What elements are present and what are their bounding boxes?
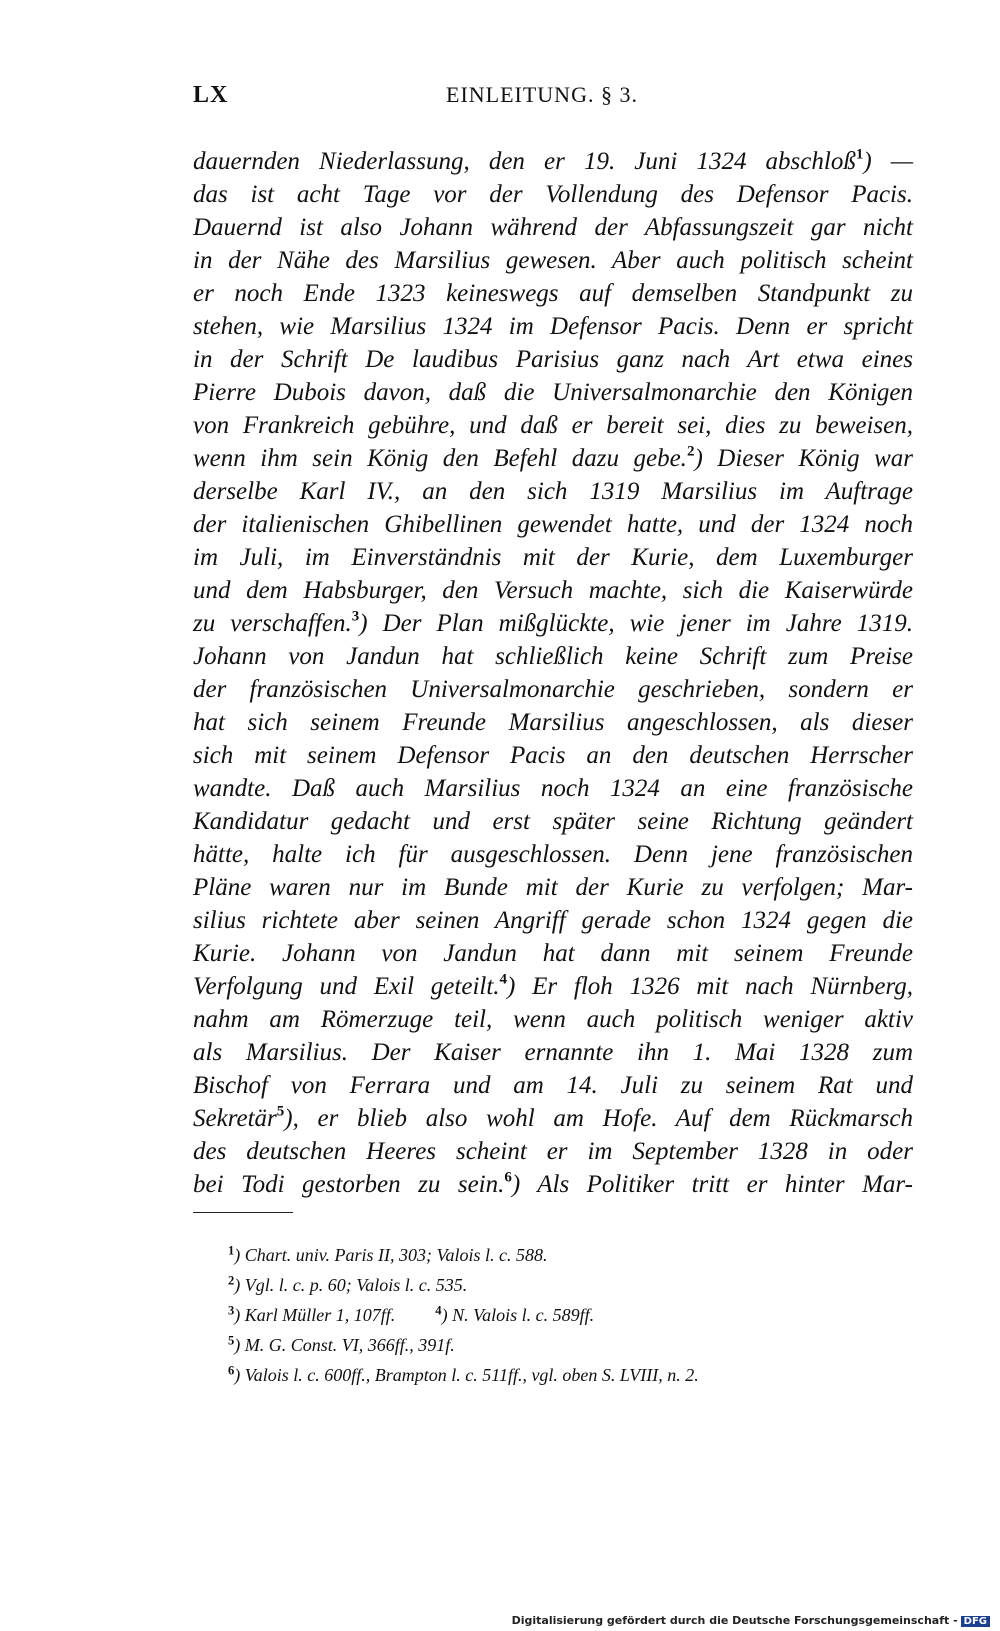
text-line-continuation: ) Als Politiker tritt er hinter Mar-: [511, 1171, 913, 1198]
text-line: [193, 1003, 913, 1036]
text-line-content: der italienischen Ghibellinen gewendet hatte, und der 1324 noch: [193, 511, 913, 538]
text-line: [193, 838, 913, 871]
text-line-content: wenn ihm sein König den Befehl dazu gebe.: [193, 445, 687, 472]
text-line-continuation: ) Der Plan mißglückte, wie jener im Jahre 1319.: [359, 610, 913, 637]
text-line-content: bei Todi gestorben zu sein.: [193, 1171, 505, 1198]
text-line-content: Kurie. Johann von Jandun hat dann mit seinem Freunde: [193, 940, 913, 967]
footnote: [228, 1360, 918, 1390]
text-line-content: der französischen Universalmonarchie geschrieben, sondern er: [193, 676, 913, 703]
footnote-text: ) Chart. univ. Paris II, 303; Valois l. c. 588.: [234, 1245, 548, 1265]
text-line: [193, 1102, 913, 1135]
text-line: [193, 475, 913, 508]
text-line-content: zu verschaffen.: [193, 610, 352, 637]
text-line-content: Sekretär: [193, 1105, 277, 1132]
text-line: [193, 970, 913, 1003]
footnotes: [228, 1240, 918, 1390]
footnote-ref: 1: [855, 146, 864, 163]
text-line-content: dauernden Niederlassung, den er 19. Juni 1324 abschloß: [193, 148, 856, 175]
text-line: [193, 673, 913, 706]
text-line: [193, 772, 913, 805]
text-line-content: silius richtete aber seinen Angriff gerade schon 1324 gegen die: [193, 907, 913, 934]
text-line-content: in der Nähe des Marsilius gewesen. Aber auch politisch scheint: [193, 247, 913, 274]
text-line: [193, 1135, 913, 1168]
text-line: [193, 1168, 913, 1201]
text-line-content: und dem Habsburger, den Versuch machte, sich die Kaiserwürde: [193, 577, 913, 604]
text-line-content: das ist acht Tage vor der Vollendung des Defensor Pacis.: [193, 181, 913, 208]
text-line: [193, 508, 913, 541]
body-text: [193, 145, 913, 1201]
text-line-content: des deutschen Heeres scheint er im September 1328 in oder: [193, 1138, 913, 1165]
text-line-content: hätte, halte ich für ausgeschlossen. Denn jene französischen: [193, 841, 913, 868]
text-line-content: sich mit seinem Defensor Pacis an den deutschen Herrscher: [193, 742, 913, 769]
text-line: [193, 442, 913, 475]
dfg-credit-text: Digitalisierung gefördert durch die Deutsche Forschungsgemeinschaft -: [511, 1614, 958, 1627]
text-line: [193, 871, 913, 904]
footnote-ref: 6: [504, 1169, 512, 1186]
footnote-ref: 2: [686, 443, 695, 460]
text-line-content: als Marsilius. Der Kaiser ernannte ihn 1. Mai 1328 zum: [193, 1039, 913, 1066]
text-line: [193, 904, 913, 937]
text-line-content: er noch Ende 1323 keineswegs auf demselben Standpunkt zu: [193, 280, 913, 307]
footnote-text: ) Vgl. l. c. p. 60; Valois l. c. 535.: [234, 1275, 468, 1295]
page-number: LX: [193, 82, 229, 108]
text-line: [193, 1036, 913, 1069]
text-line-content: Verfolgung und Exil geteilt.: [193, 973, 500, 1000]
text-line: [193, 541, 913, 574]
text-line: [193, 805, 913, 838]
footnote-mark: 3: [228, 1303, 235, 1318]
text-line: [193, 640, 913, 673]
text-line-content: nahm am Römerzuge teil, wenn auch politisch weniger aktiv: [193, 1006, 913, 1033]
text-line: [193, 244, 913, 277]
text-line: [193, 178, 913, 211]
text-line: [193, 574, 913, 607]
footnote-text: ) M. G. Const. VI, 366ff., 391f.: [234, 1335, 455, 1355]
text-line-content: Johann von Jandun hat schließlich keine Schrift zum Preise: [193, 643, 913, 670]
text-line-content: derselbe Karl IV., an den sich 1319 Marsilius im Auftrage: [193, 478, 913, 505]
footnote-mark: 2: [228, 1273, 235, 1288]
text-line: [193, 409, 913, 442]
footnote-mark: 5: [228, 1333, 235, 1348]
text-line: [193, 739, 913, 772]
text-line: [193, 706, 913, 739]
text-line-continuation: ), er blieb also wohl am Hofe. Auf dem Rückmarsch: [284, 1105, 913, 1132]
footnote: [228, 1330, 918, 1360]
text-line: [193, 607, 913, 640]
footnote-rule: [193, 1212, 293, 1213]
footnote-mark: 6: [228, 1363, 235, 1378]
text-line: [193, 376, 913, 409]
footnote-text: ) Karl Müller 1, 107ff.: [234, 1305, 396, 1325]
text-line-content: hat sich seinem Freunde Marsilius angeschlossen, als dieser: [193, 709, 913, 736]
footnote-text: ) N. Valois l. c. 589ff.: [441, 1305, 595, 1325]
text-line: [193, 343, 913, 376]
text-line-content: Dauernd ist also Johann während der Abfassungszeit gar nicht: [193, 214, 913, 241]
text-line-content: in der Schrift De laudibus Parisius ganz nach Art etwa eines: [193, 346, 913, 373]
text-line-content: im Juli, im Einverständnis mit der Kurie, dem Luxemburger: [193, 544, 913, 571]
footnote-mark: 1: [228, 1243, 235, 1258]
text-line-content: Pierre Dubois davon, daß die Universalmonarchie den Königen: [193, 379, 913, 406]
text-line-continuation: ) —: [863, 148, 913, 175]
text-line: [193, 211, 913, 244]
text-line-continuation: ) Er floh 1326 mit nach Nürnberg,: [507, 973, 913, 1000]
footnote: [228, 1240, 918, 1270]
footnote-ref: 4: [499, 971, 508, 988]
text-line: [193, 1069, 913, 1102]
text-line: [193, 277, 913, 310]
footnote-text: ) Valois l. c. 600ff., Brampton l. c. 511ff., vgl. oben S. LVIII, n. 2.: [234, 1365, 699, 1385]
text-line-content: wandte. Daß auch Marsilius noch 1324 an eine französische: [193, 775, 913, 802]
text-line: [193, 310, 913, 343]
footnote-ref: 3: [351, 608, 360, 625]
text-line: [193, 145, 913, 178]
page-header: [193, 82, 913, 118]
footnote-ref: 5: [276, 1103, 285, 1120]
text-line-content: stehen, wie Marsilius 1324 im Defensor Pacis. Denn er spricht: [193, 313, 913, 340]
footnote: [228, 1300, 918, 1330]
dfg-credit: [512, 1614, 990, 1627]
text-line-continuation: ) Dieser König war: [694, 445, 913, 472]
dfg-logo-icon: DFG: [961, 1616, 990, 1627]
text-line-content: von Frankreich gebühre, und daß er bereit sei, dies zu beweisen,: [193, 412, 913, 439]
footnote: [228, 1270, 918, 1300]
text-line-content: Kandidatur gedacht und erst später seine Richtung geändert: [193, 808, 913, 835]
text-line-content: Bischof von Ferrara und am 14. Juli zu seinem Rat und: [193, 1072, 913, 1099]
running-title: EINLEITUNG. § 3.: [446, 82, 638, 107]
footnote-mark: 4: [435, 1303, 442, 1318]
text-line-content: Pläne waren nur im Bunde mit der Kurie zu verfolgen; Mar-: [193, 874, 913, 901]
text-line: [193, 937, 913, 970]
